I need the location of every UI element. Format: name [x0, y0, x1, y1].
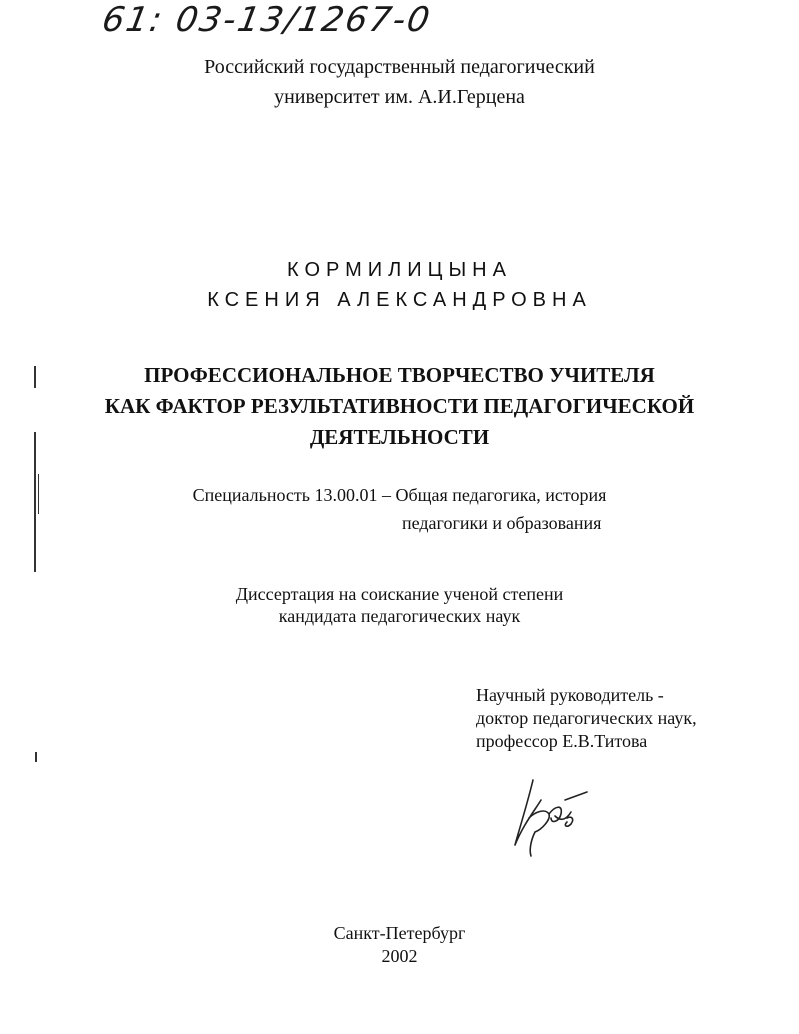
supervisor-line-1: Научный руководитель - [476, 685, 664, 705]
dissertation-title [0, 360, 799, 453]
degree-line-1: Диссертация на соискание ученой степени [235, 584, 564, 604]
title-line-1: ПРОФЕССИОНАЛЬНОЕ ТВОРЧЕСТВО УЧИТЕЛЯ [144, 363, 655, 387]
author-surname: КОРМИЛИЦЫНА [287, 259, 512, 281]
specialty-line-2: педагогики и образования [402, 513, 602, 533]
university-line-2: университет им. А.И.Герцена [274, 86, 525, 108]
university-line-1: Российский государственный педагогический [204, 56, 595, 78]
author-given-names: КСЕНИЯ АЛЕКСАНДРОВНА [207, 289, 592, 311]
supervisor-line-3: профессор Е.В.Титова [476, 731, 648, 751]
year: 2002 [381, 946, 418, 966]
city: Санкт-Петербург [333, 923, 466, 943]
title-line-3: ДЕЯТЕЛЬНОСТИ [309, 425, 490, 449]
author-name [0, 255, 799, 315]
supervisor-block [476, 684, 697, 753]
specialty-line-1: Специальность 13.00.01 – Общая педагогика, история [192, 485, 607, 505]
place-and-year [0, 922, 799, 968]
archive-code-handwritten: 61: 03-13/1267-0 [99, 0, 435, 40]
scan-margin-mark [35, 752, 37, 762]
degree-line-2: кандидата педагогических наук [278, 606, 521, 626]
university-name [0, 52, 799, 112]
title-line-2: КАК ФАКТОР РЕЗУЛЬТАТИВНОСТИ ПЕДАГОГИЧЕСКОЙ [104, 394, 695, 418]
degree-statement [0, 583, 799, 627]
supervisor-line-2: доктор педагогических наук, [476, 708, 697, 728]
signature [505, 770, 595, 860]
